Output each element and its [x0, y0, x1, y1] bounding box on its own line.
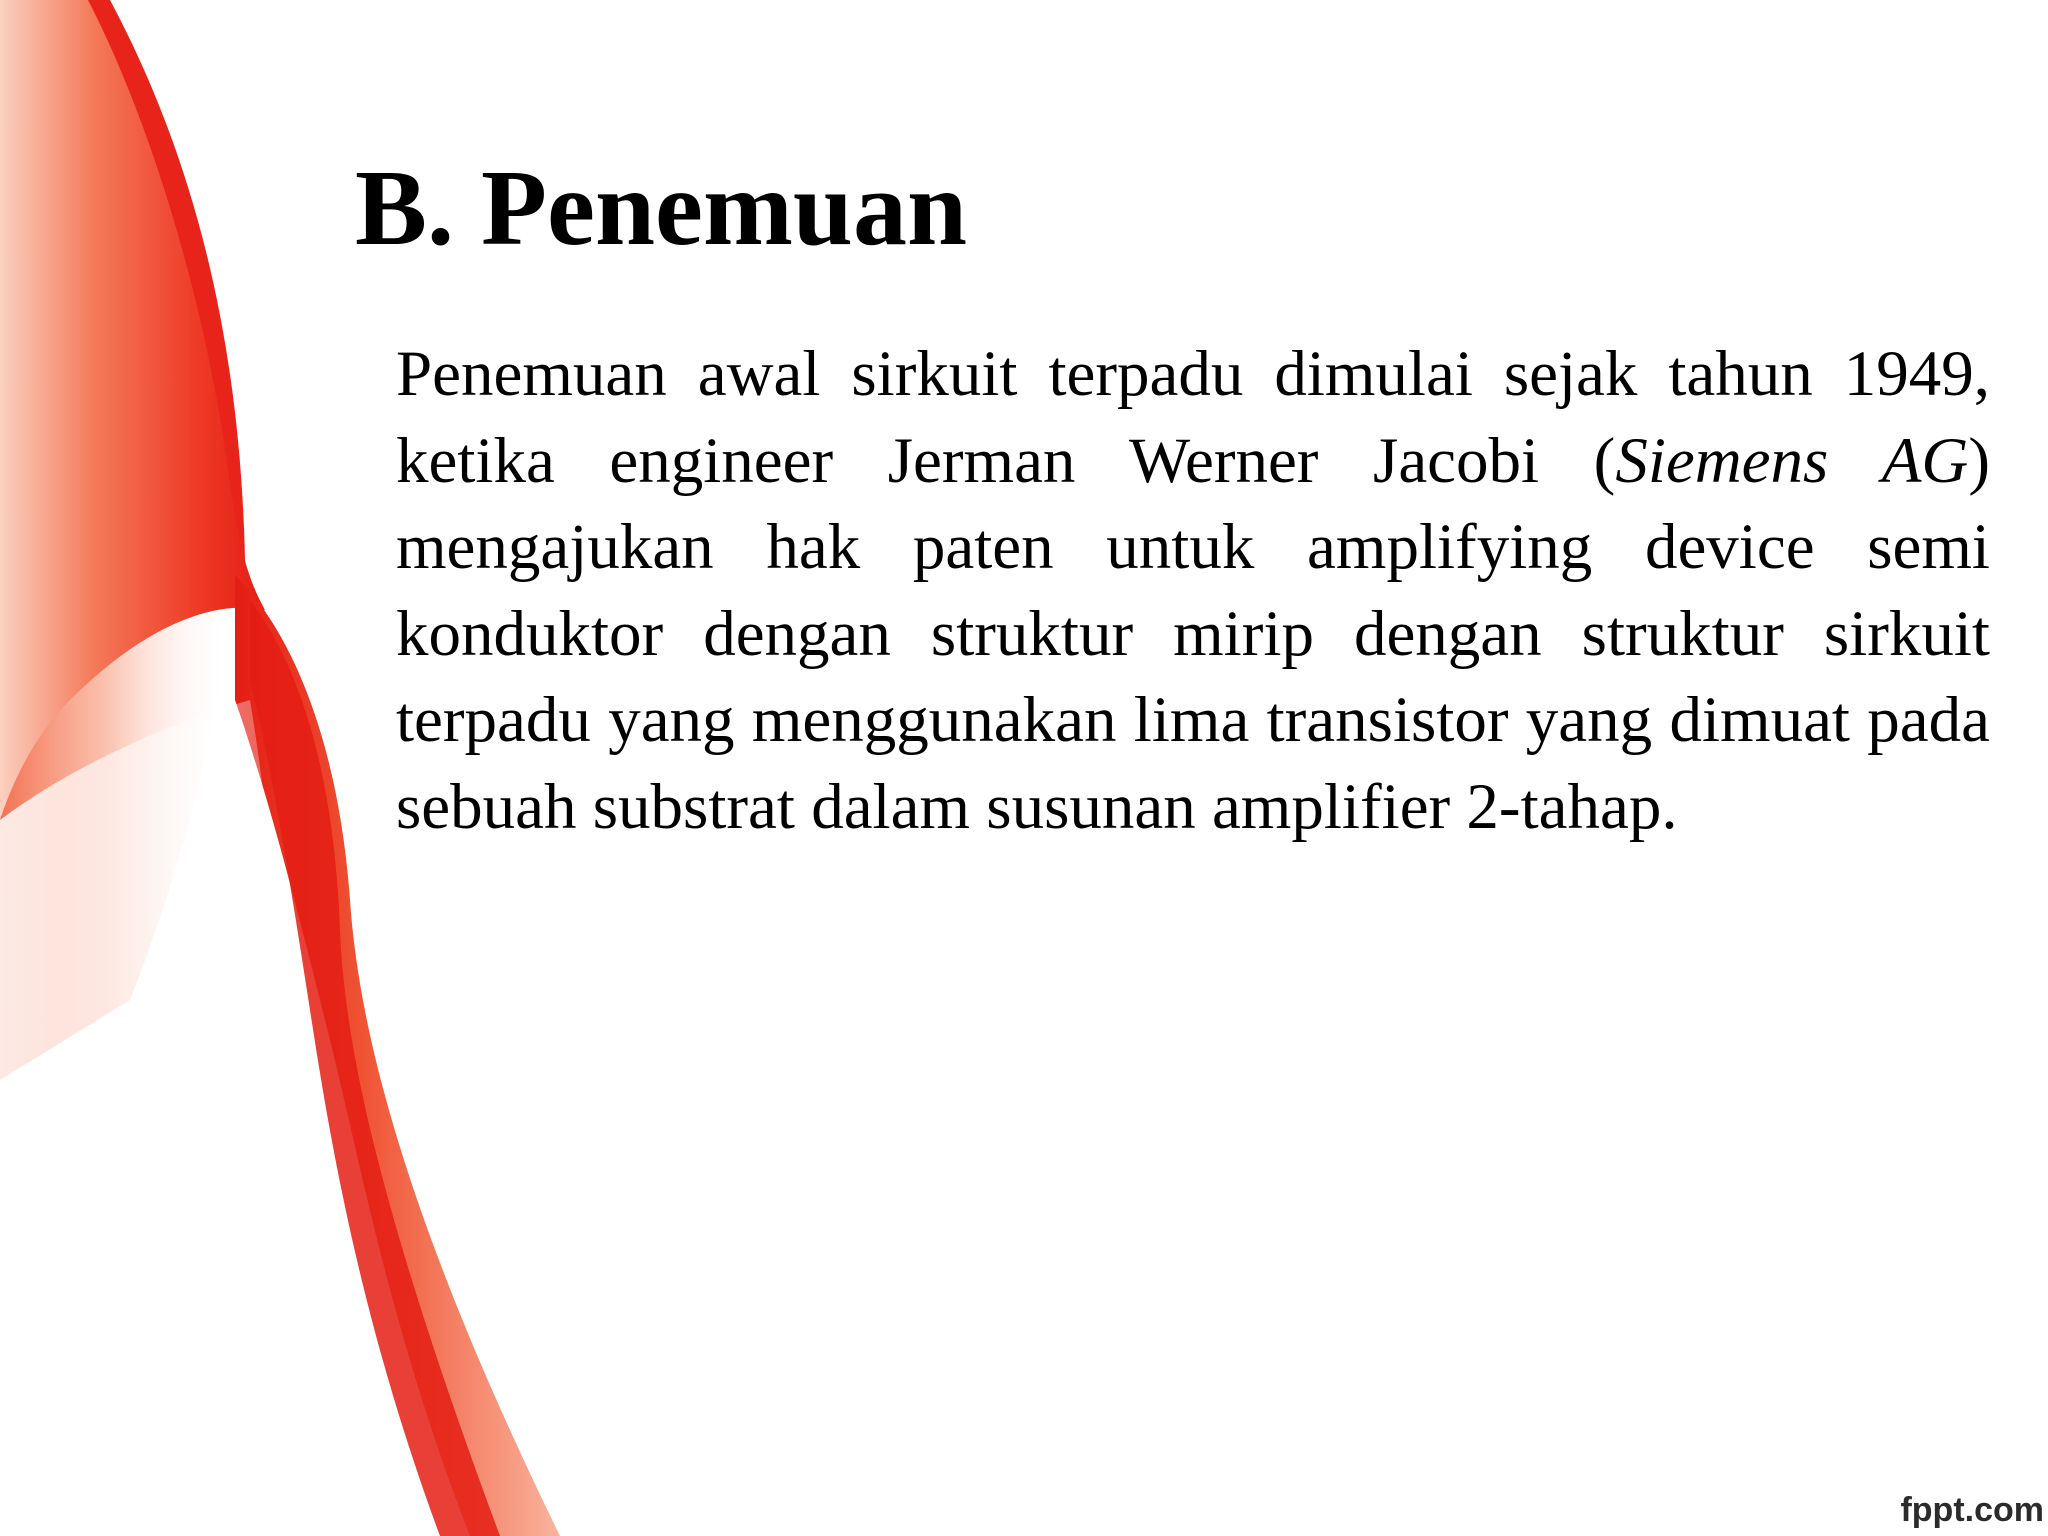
fppt-watermark: fppt.com: [1900, 1491, 2044, 1529]
body-paragraph: [396, 331, 1990, 850]
body-text-italic-company: Siemens AG: [1615, 424, 1969, 497]
body-text-part-1: Penemuan awal sirkuit terpadu dimulai sejak tahun 1949, ketika engineer Jerman Werner Jacobi (: [396, 338, 1990, 497]
slide-title: B. Penemuan: [355, 149, 968, 268]
body-text-part-2: ) mengajukan hak paten untuk amplifying device semi konduktor dengan struktur mirip dengan struktur sirkuit terpadu yang menggunakan lima transistor yang dimuat pada sebuah substrat dalam susunan amplifier 2-tahap.: [396, 424, 1991, 843]
